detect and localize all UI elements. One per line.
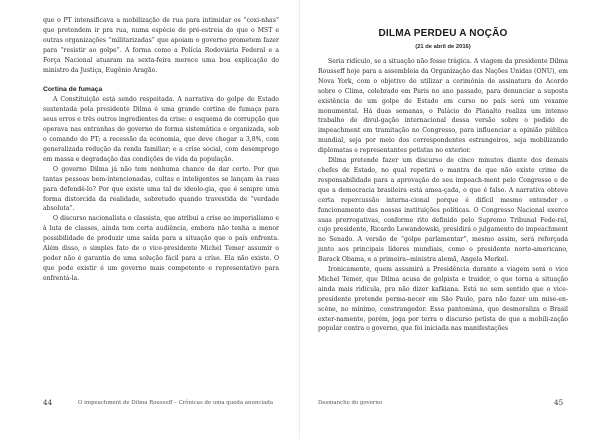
left-page-body [43, 16, 279, 284]
body-paragraph: Seria ridículo, se a situação não fosse trágica. A viagem da presidente Dilma Rousseff hoje para a assembleia da Organização das Nações Unidas (ONU), em Nova York, com o objetivo de utilizar a cerimônia de assinatura do Acordo sobre o Clima, celebrado em Paris no ano passado, para denunciar a suposta existência de um golpe de Estado em curso no país será um vexame monumental. Há duas semanas, o Palácio do Planalto realiza um intenso trabalho de divul-gação internacional dessa versão sobre o pedido de impeachment em tramitação no Congresso, para influenciar a opinião pública mundial, seja por meio dos correspondentes estrangeiros, seja mobilizando diplomatas e representantes petistas no exterior. [318, 58, 568, 155]
body-paragraph: O discurso nacionalista e classista, que atribui a crise ao imperialismo e à luta de classes, ainda tem certa audiência, embora não tenha a menor possibilidade de produzir uma saída para a situação que o país enfrenta. Além disso, o simples fato de o vice-presidente Michel Temer assumir o poder não é garantia de uma solução fácil para a crise. Ela não existe. O que pode existir é um governo mais competente e representativo para enfrentá-la. [43, 215, 279, 282]
intro-paragraph: que o PT intensificava a mobilização de rua para intimidar os “coxi-nhas” que pretendem ir pra rua, numa espécie de pré-estreia do que o MST e outras organizações “militarizadas” que apoiam o governo prometem fazer para “resistir ao golpe”. A forma como a Polícia Rodoviária Federal e a Força Nacional atuaram na sexta-feira merece uma boa explicação do ministro da Justiça, Eugênio Aragão. [43, 17, 279, 74]
chapter-title: DILMA PERDEU A NOÇÃO [378, 28, 508, 39]
chapter-date: (21 de abril de 2016) [415, 44, 471, 50]
section-heading: Cortina de fumaça [43, 86, 103, 94]
right-page-body [318, 44, 568, 334]
running-footer-left: O impeachment de Dilma Rousseff – Crônicas de uma queda anunciada [78, 400, 274, 406]
body-paragraph: Ironicamente, quem assumirá a Presidência durante a viagem será o vice Michel Temer, que Dilma acusa de golpista e traidor, o que torna a situação ainda mais ridícula, pra não dizer kafkiana. Está no sem sentido que o vice-presidente pretende perma-necer em São Paulo, para não fazer um mise-en-scène, no mínimo, constrangedor. Essa pantomima, que desmoraliza o Brasil exter-namente, porém, joga por terra o discurso petista de que a mobili-zação popular contra o governo, que foi iniciada nas manifestações [318, 266, 568, 333]
page-number-right: 45 [554, 398, 564, 407]
page-number-left: 44 [43, 398, 53, 407]
running-footer-right: Desmanche do governo [318, 400, 383, 406]
body-paragraph: A Constituição está sendo respeitada. A narrativa do golpe de Estado sustentada pela presidente Dilma é uma grande cortina de fumaça para seus erros e três outros ingredientes da crise: o esquema de corrupção que operava nas entranhas do governo de forma sistemática e organizada, sob o comando do PT; a recessão da economia, que deve chegar a 3,8%, com generalizada redução da renda familiar; e a crise social, com desemprego em massa e degradação das condições de vida da população. [43, 96, 279, 163]
body-paragraph: O governo Dilma já não tem nenhuma chance de dar certo. Por que tantas pessoas bem-intencionadas, cultas e inteligentes se lançam às ruas para defendê-lo? Por que existe uma tal de ideolo-gia, que é sempre uma forma distorcida da realidade, sobretudo quando travestida de “verdade absoluta”. [43, 165, 279, 213]
body-paragraph: Dilma pretende fazer um discurso de cinco minutos diante dos demais chefes de Estado, no qual repetirá o mantra de que não existe crime de responsabilidade para a aprovação do seu impeach-ment pelo Congresso e de que a democracia brasileira está amea-çada, o que é falso. A narrativa obteve certa repercussão interna-cional porque é difícil mesmo entender o funcionamento das nossas instituições políticas. O Congresso Nacional exerce suas prerrogativas, conforme rito definido pelo Supremo Tribunal Fede-ral, cujo presidente, Ricardo Lewandowski, presidirá o julgamento do impeachment no Senado. A versão de “golpe parlamentar”, mesmo assim, será reforçada junto aos principais líderes mundiais, como o presidente norte-americano, Barack Obama, e a primeira--ministra alemã, Angela Merkel. [318, 157, 568, 264]
right-page [300, 0, 600, 439]
